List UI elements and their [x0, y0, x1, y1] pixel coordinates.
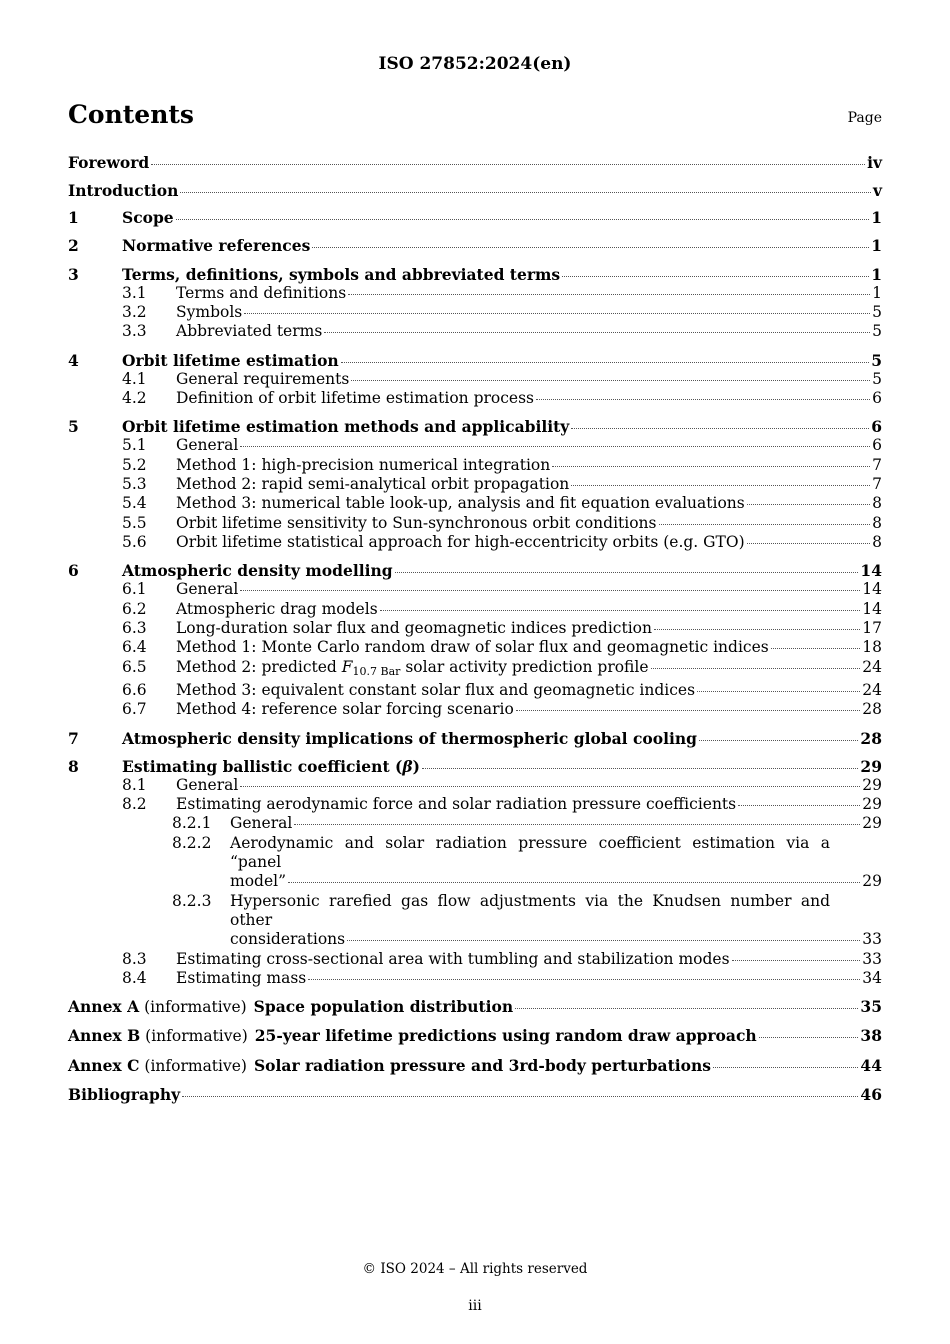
- page-ref: 8: [872, 513, 882, 532]
- toc-entry-8-2-1[interactable]: 8.2.1 General 29: [172, 814, 882, 833]
- toc-entry-3-2[interactable]: 3.2 Symbols 5: [122, 302, 882, 321]
- leader-dots: [552, 465, 870, 467]
- leader-dots: [659, 523, 871, 525]
- page-ref: 14: [860, 561, 882, 581]
- leader-dots: [182, 1095, 858, 1097]
- toc-entry-foreword[interactable]: Foreword iv: [68, 153, 882, 172]
- toc-entry-8-2-2[interactable]: 8.2.2 Aerodynamic and solar radiation pressure coefficient estimation via a “panel model” 29: [172, 833, 882, 891]
- page-ref: 34: [862, 968, 882, 987]
- page-ref: 1: [872, 283, 882, 302]
- leader-dots: [240, 589, 860, 591]
- leader-dots: [341, 361, 870, 363]
- toc-entry-6-2[interactable]: 6.2 Atmospheric drag models 14: [122, 599, 882, 618]
- page-ref: 33: [862, 930, 882, 949]
- leader-dots: [312, 246, 869, 248]
- toc-entry-8-4[interactable]: 8.4 Estimating mass 34: [122, 968, 882, 987]
- toc-entry-6-4[interactable]: 6.4 Method 1: Monte Carlo random draw of solar flux and geomagnetic indices 18: [122, 638, 882, 657]
- page-ref: 5: [872, 302, 882, 321]
- toc-entry-6[interactable]: 6 Atmospheric density modelling 14: [68, 561, 882, 581]
- leader-dots: [571, 427, 869, 429]
- toc-entry-annex-a[interactable]: Annex A (informative) Space population distribution 35: [68, 997, 882, 1017]
- leader-dots: [759, 1036, 859, 1038]
- toc-entry-6-5[interactable]: 6.5 Method 2: predicted $F_{10.7 Bar}$ solar activity prediction profile 24: [122, 657, 882, 678]
- page-ref: 6: [872, 388, 882, 407]
- leader-dots: [651, 667, 861, 669]
- toc-entry-3[interactable]: 3 Terms, definitions, symbols and abbreviated terms 1: [68, 264, 882, 284]
- leader-dots: [176, 218, 870, 220]
- toc-entry-5-4[interactable]: 5.4 Method 3: numerical table look-up, analysis and fit equation evaluations 8: [122, 494, 882, 513]
- leader-dots: [747, 503, 870, 505]
- page-ref: 8: [872, 532, 882, 551]
- page-ref: 29: [862, 795, 882, 814]
- toc-entry-5-1[interactable]: 5.1 General 6: [122, 436, 882, 455]
- leader-dots: [240, 785, 860, 787]
- toc-entry-4[interactable]: 4 Orbit lifetime estimation 5: [68, 350, 882, 370]
- toc-entry-annex-c[interactable]: Annex C (informative) Solar radiation pressure and 3rd-body perturbations 44: [68, 1055, 882, 1075]
- leader-dots: [697, 690, 860, 692]
- toc-entry-8-3[interactable]: 8.3 Estimating cross-sectional area with tumbling and stabilization modes 33: [122, 949, 882, 968]
- page-ref: 7: [872, 455, 882, 474]
- leader-dots: [713, 1066, 858, 1068]
- leader-dots: [308, 978, 860, 980]
- toc-entry-1[interactable]: 1 Scope 1: [68, 208, 882, 228]
- toc-entry-5-3[interactable]: 5.3 Method 2: rapid semi-analytical orbit propagation 7: [122, 475, 882, 494]
- page-ref: 8: [872, 494, 882, 513]
- page-ref: 5: [872, 322, 882, 341]
- page-ref: 24: [862, 657, 882, 676]
- toc-entry-6-7[interactable]: 6.7 Method 4: reference solar forcing scenario 28: [122, 700, 882, 719]
- page-ref: 29: [862, 872, 882, 891]
- page-ref: 46: [860, 1084, 882, 1104]
- page-ref: 6: [872, 436, 882, 455]
- leader-dots: [562, 275, 869, 277]
- toc-entry-5[interactable]: 5 Orbit lifetime estimation methods and applicability 6: [68, 417, 882, 437]
- leader-dots: [654, 628, 860, 630]
- toc-entry-6-6[interactable]: 6.6 Method 3: equivalent constant solar flux and geomagnetic indices 24: [122, 680, 882, 699]
- leader-dots: [324, 331, 870, 333]
- leader-dots: [351, 379, 870, 381]
- page-ref: 28: [860, 728, 882, 748]
- leader-dots: [571, 484, 870, 486]
- leader-dots: [395, 571, 859, 573]
- toc-entry-3-3[interactable]: 3.3 Abbreviated terms 5: [122, 322, 882, 341]
- toc-entry-8[interactable]: 8 Estimating ballistic coefficient (β) 29: [68, 756, 882, 776]
- page-ref: 38: [860, 1026, 882, 1046]
- page-ref: 17: [862, 618, 882, 637]
- page-number: iii: [468, 1298, 482, 1314]
- table-of-contents: [68, 153, 882, 1104]
- toc-entry-annex-b[interactable]: Annex B (informative) 25-year lifetime predictions using random draw approach 38: [68, 1026, 882, 1046]
- leader-dots: [180, 191, 871, 193]
- leader-dots: [738, 804, 860, 806]
- page-ref: 14: [862, 580, 882, 599]
- page-ref: 28: [862, 700, 882, 719]
- toc-entry-8-1[interactable]: 8.1 General 29: [122, 775, 882, 794]
- copyright-footer: © ISO 2024 – All rights reserved: [362, 1261, 588, 1277]
- leader-dots: [240, 445, 870, 447]
- page-ref: 35: [860, 997, 882, 1017]
- toc-entry-4-1[interactable]: 4.1 General requirements 5: [122, 369, 882, 388]
- toc-entry-5-2[interactable]: 5.2 Method 1: high-precision numerical integration 7: [122, 455, 882, 474]
- toc-entry-8-2[interactable]: 8.2 Estimating aerodynamic force and solar radiation pressure coefficients 29: [122, 795, 882, 814]
- page-ref: 29: [860, 756, 882, 776]
- toc-entry-5-5[interactable]: 5.5 Orbit lifetime sensitivity to Sun-synchronous orbit conditions 8: [122, 513, 882, 532]
- page-ref: 29: [862, 814, 882, 833]
- toc-entry-bibliography[interactable]: Bibliography 46: [68, 1084, 882, 1104]
- leader-dots: [151, 163, 865, 165]
- toc-entry-6-3[interactable]: 6.3 Long-duration solar flux and geomagnetic indices prediction 17: [122, 618, 882, 637]
- page-ref: 5: [872, 369, 882, 388]
- page-ref: 1: [871, 264, 882, 284]
- leader-dots: [747, 542, 870, 544]
- toc-entry-4-2[interactable]: 4.2 Definition of orbit lifetime estimation process 6: [122, 388, 882, 407]
- leader-dots: [380, 609, 861, 611]
- leader-dots: [422, 767, 858, 769]
- toc-entry-8-2-3[interactable]: 8.2.3 Hypersonic rarefied gas flow adjustments via the Knudsen number and other considerations 33: [172, 891, 882, 949]
- toc-entry-6-1[interactable]: 6.1 General 14: [122, 580, 882, 599]
- page-ref: 24: [862, 680, 882, 699]
- page-ref: 7: [872, 475, 882, 494]
- page-ref: 33: [862, 949, 882, 968]
- leader-dots: [732, 959, 861, 961]
- leader-dots: [515, 1007, 858, 1009]
- page-ref: 18: [862, 638, 882, 657]
- toc-entry-7[interactable]: 7 Atmospheric density implications of thermospheric global cooling 28: [68, 728, 882, 748]
- page-ref: 1: [871, 236, 882, 256]
- page-ref: v: [872, 181, 882, 201]
- leader-dots: [294, 823, 860, 825]
- page-ref: 1: [871, 208, 882, 228]
- page-column-label: Page: [847, 110, 882, 126]
- page-title: Contents: [68, 100, 195, 129]
- page-ref: 6: [871, 417, 882, 437]
- toc-entry-5-6[interactable]: 5.6 Orbit lifetime statistical approach for high-eccentricity orbits (e.g. GTO) 8: [122, 532, 882, 551]
- toc-entry-3-1[interactable]: 3.1 Terms and definitions 1: [122, 283, 882, 302]
- leader-dots: [771, 647, 861, 649]
- leader-dots: [288, 881, 860, 883]
- document-header: ISO 27852:2024(en): [378, 54, 572, 74]
- page-ref: 29: [862, 775, 882, 794]
- page-ref: 5: [871, 350, 882, 370]
- leader-dots: [536, 398, 870, 400]
- toc-entry-2[interactable]: 2 Normative references 1: [68, 236, 882, 256]
- leader-dots: [699, 739, 858, 741]
- leader-dots: [244, 312, 870, 314]
- page-ref: 14: [862, 599, 882, 618]
- page-ref: iv: [867, 153, 882, 172]
- page-ref: 44: [860, 1055, 882, 1075]
- toc-entry-introduction[interactable]: Introduction v: [68, 181, 882, 201]
- leader-dots: [347, 939, 860, 941]
- leader-dots: [516, 709, 860, 711]
- leader-dots: [348, 293, 870, 295]
